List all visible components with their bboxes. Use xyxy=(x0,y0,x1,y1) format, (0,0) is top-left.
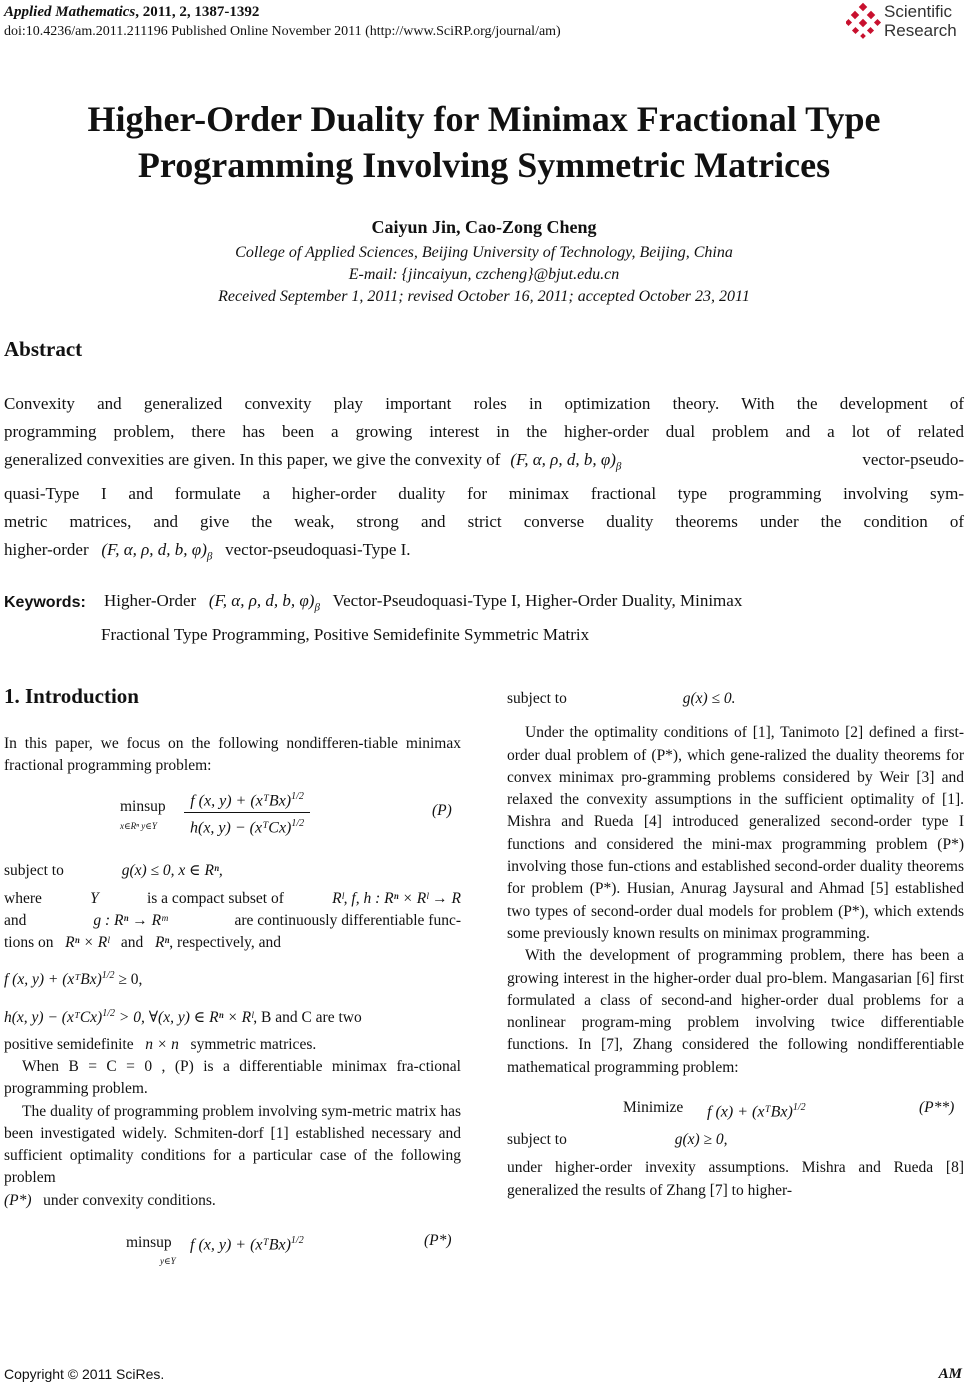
constraint-line: subject to g(x) ≤ 0, x ∈ Rⁿ, xyxy=(4,861,223,879)
paragraph: The duality of programming problem involving sym-metric matrix has been investigated widely. Schmiten-dorf [1] established necessary and sufficient optimality conditions for a particular case of the following problem xyxy=(4,1102,461,1187)
equation-tag: (P**) xyxy=(919,1099,955,1117)
math-tuple: (F, α, ρ, d, b, $\varphi)_\beta$ xyxy=(510,450,622,473)
abstract-line: higher-order (F, α, ρ, d, b, $\varphi)_\beta$ vector-pseudoquasi-Type I. xyxy=(4,540,411,563)
affiliation: College of Applied Sciences, Beijing University of Technology, Beijing, China xyxy=(235,244,733,261)
constraint-line: subject to g(x) ≥ 0, xyxy=(507,1131,728,1149)
journal-name: Applied Mathematics xyxy=(4,4,136,20)
journal-abbr: AM xyxy=(938,1366,962,1382)
doi-line: doi:10.4236/am.2011.211196 Published Online November 2011 (http://www.SciRP.org/journal/am) xyxy=(4,24,561,39)
equation-tag: (P) xyxy=(432,801,452,819)
math-tuple: (F, α, ρ, d, b, $\varphi)_\beta$ xyxy=(208,591,320,614)
keywords-line: Higher-Order (F, α, ρ, d, b, $\varphi)_\beta$ Vector-Pseudoquasi-Type I, Higher-Order Duality, Minimax xyxy=(104,591,743,614)
paragraph: positive semidefinite n × n symmetric matrices. xyxy=(4,1035,317,1053)
publisher-name: Scientific Research xyxy=(884,2,957,40)
logo-diamond-icon xyxy=(846,2,882,42)
keywords-label: Keywords: xyxy=(4,594,86,611)
affiliation-block xyxy=(0,242,968,308)
paragraph: With the development of programming problem, there has been a growing interest in the higher-order dual pro-blem. Mangasarian [6] first formulated a class of second-and higher-order dual problems for a nonlinear program-ming problem involving twice differentiable functions. In [7], Zhang considered the following nondifferentiable mathematical programming problem: xyxy=(507,947,964,1076)
paragraph: When B = C = 0 , (P) is a differentiable minimax fra-ctional programming problem. xyxy=(4,1057,461,1098)
copyright: Copyright © 2011 SciRes. xyxy=(4,1366,165,1382)
math-tuple: (F, α, ρ, d, b, $\varphi)_\beta$ xyxy=(101,540,213,563)
paper-title: Higher-Order Duality for Minimax Fractional Type Programming Involving Symmetric Matrices xyxy=(87,99,881,185)
journal-header xyxy=(4,4,259,21)
equation-tag: (P*) xyxy=(424,1232,452,1250)
constraint-line: subject to g(x) ≤ 0. xyxy=(507,690,736,707)
abstract-heading: Abstract xyxy=(4,337,83,361)
paragraph: In this paper, we focus on the following nondifferen-tiable minimax fractional programming problem: xyxy=(4,735,461,775)
abstract-body xyxy=(4,390,964,571)
email: E-mail: {jincaiyun, czcheng}@bjut.edu.cn xyxy=(348,266,620,283)
paragraph: where Y is a compact subset of Rˡ, f, h : Rⁿ × Rˡ → R and g : Rⁿ → Rᵐ are continuously differentiable func- tions on Rⁿ × Rˡ and Rⁿ, respectively, and xyxy=(4,889,461,952)
abstract-line: generalized convexities are given. In this paper, we give the convexity of (F, α, ρ, d, b, $\varphi)_\beta$ vector-pseudo- xyxy=(4,446,964,480)
abstract-line: Convexity and generalized convexity play important roles in optimization theory. With the development of xyxy=(4,394,964,413)
abstract-line: metric matrices, and give the weak, strong and strict converse duality theorems under the condition of xyxy=(4,512,964,532)
section-heading: 1. Introduction xyxy=(4,684,139,708)
paragraph: (P*) under convexity conditions. xyxy=(4,1191,216,1209)
paragraph: Under the optimality conditions of [1], Tanimoto [2] defined a first-order dual problem of (P*), which gene-ralized the duality theorems for convex minimax pro-gramming problems considered by Weir [3] and relaxed the convexity assumptions in the sufficient optimality of [1]. Mishra and Rueda [4] introduced generalized second-order type I functions and considered the mini-max programming problem (P*) involving those fun-ctions and established second-order duality theorems for problem (P*). Husian, Anurag Jaysural and Ahmad [5] established two types of second-order dual models for problem (P*), which extends some previously known results on minimax programming. xyxy=(507,724,964,942)
keywords-line: Fractional Type Programming, Positive Semidefinite Symmetric Matrix xyxy=(101,625,590,644)
inequality: h(x, y) − (xᵀCx)$^{1/2}$ > 0, ∀(x, y) ∈ Rⁿ × Rˡ, B and C are two xyxy=(4,1008,362,1027)
authors: Caiyun Jin, Cao-Zong Cheng xyxy=(371,217,597,237)
right-column xyxy=(507,688,964,1202)
left-column xyxy=(4,733,461,1276)
equation-Pstarstar: Minimize f (x) + (xᵀBx)$^{1/2}$ (P**) xyxy=(623,1099,955,1121)
received-dates: Received September 1, 2011; revised October 16, 2011; accepted October 23, 2011 xyxy=(218,288,750,305)
equation-P: minsup x∈Rⁿ y∈Y f (x, y) + (xᵀBx)$^{1/2}$ h(x, y) − (xᵀCx)$^{1/2}$ (P) xyxy=(4,784,461,856)
equation-Pstar: minsup y∈Y f (x, y) + (xᵀBx)$^{1/2}$ (P*) xyxy=(126,1232,452,1267)
abstract-line: programming problem, there has been a growing interest in the higher-order dual problem and a lot of related xyxy=(4,422,964,441)
abstract-line: quasi-Type I and formulate a higher-order duality for minimax fractional type programming involving sym- xyxy=(4,484,964,504)
inequality: f (x, y) + (xᵀBx)$^{1/2}$ ≥ 0, xyxy=(4,969,143,988)
journal-volume: , 2011, 2, 1387-1392 xyxy=(135,4,260,20)
publisher-logo xyxy=(846,2,964,46)
paragraph: under higher-order invexity assumptions. Mishra and Rueda [8] generalized the results of Zhang [7] to higher- xyxy=(507,1159,964,1199)
